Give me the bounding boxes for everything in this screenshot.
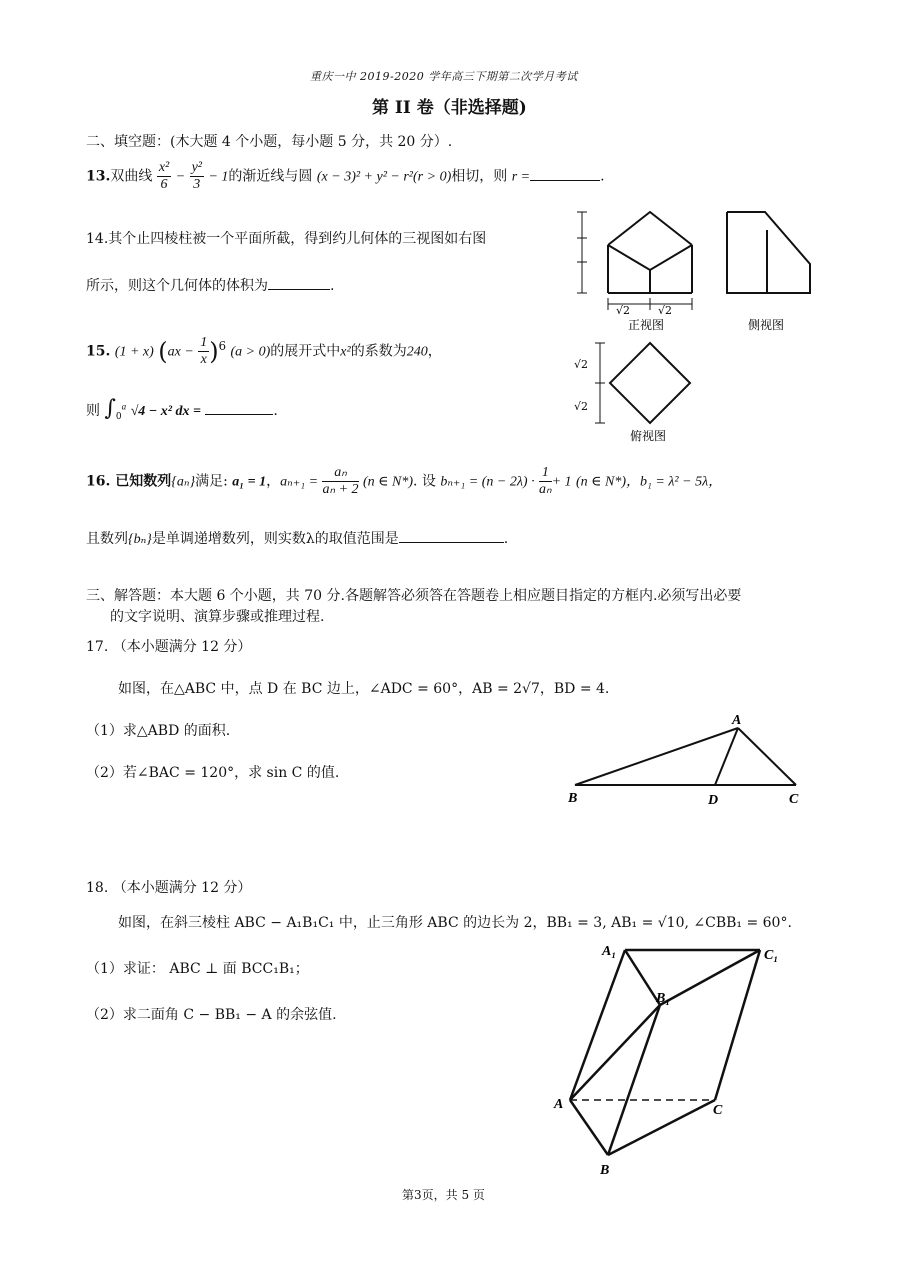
dim-top-upper: √2 bbox=[574, 358, 589, 371]
label-C1: C₁ bbox=[764, 948, 779, 963]
q16-line2: 且数列{bₙ}是单调递增数列，则实数λ的取值范围是 . bbox=[86, 528, 508, 548]
page-title: 第 II 卷（非选择题) bbox=[372, 98, 527, 118]
q13-frac2: $\frac{\text{y²}}{3}$ bbox=[191, 160, 203, 192]
label-A-prism: A bbox=[554, 1097, 564, 1112]
dim-top-lower: √2 bbox=[574, 400, 589, 413]
q13-tail: − 1 bbox=[208, 169, 229, 185]
question-16: 16. 已知数列{aₙ}满足: a₁ = 1，aₙ₊₁ = $\frac{\text{aₙ}}{\text{aₙ + 2}}$ (n ∈ N*). 设 bₙ₊₁ = (n − 2λ) · $\frac{1}{\text{aₙ}}$ + 1 (n ∈ N*)，b₁ = λ² − 5λ， bbox=[86, 465, 723, 497]
q13-pre: 双曲线 bbox=[110, 168, 153, 185]
prism-figure bbox=[550, 935, 800, 1180]
three-view-figure bbox=[570, 200, 820, 450]
q17-part1: （1）求△ABD 的面积. bbox=[86, 723, 231, 739]
q18-part1: （1）求证： ABC ⊥ 面 BCC₁B₁； bbox=[86, 961, 309, 977]
label-C: C bbox=[789, 792, 799, 807]
q15-line2: 则 $\int_0^a$ √4 − x² dx = . bbox=[86, 396, 278, 422]
label-D: D bbox=[708, 793, 719, 808]
q17-heading: 17. （本小题满分 12 分） bbox=[86, 639, 252, 655]
question-13: 13.双曲线 $\frac{\text{x²}}{6}$ − $\frac{\text{y²}}{3}$ − 1的渐近线与圆 (x − 3)² + y² − r²(r > 0)相切，则 r = . bbox=[86, 160, 605, 192]
dim-front-right: √2 bbox=[658, 304, 673, 317]
page-footer: 第3页，共 5 页 bbox=[402, 1188, 485, 1202]
exam-header: 重庆一中 2019-2020 学年高三下期第二次学月考试 bbox=[310, 70, 578, 83]
label-B-prism: B bbox=[600, 1163, 610, 1178]
section-2-heading: 二、填空题：(木大题 4 个小题，每小题 5 分，共 20 分）. bbox=[86, 134, 453, 150]
q18-intro: 如图，在斜三棱柱 ABC − A₁B₁C₁ 中，止三角形 ABC 的边长为 2，BB₁ = 3, AB₁ = √10, ∠CBB₁ = 60°. bbox=[118, 915, 792, 931]
question-14: 所示，则这个几何体的体积为 . bbox=[86, 275, 334, 295]
q13-answer-blank[interactable] bbox=[530, 166, 600, 181]
q15-integrand: √4 − x² dx = bbox=[130, 404, 201, 419]
front-view bbox=[608, 212, 692, 293]
q15-power: 6 bbox=[218, 338, 227, 353]
q16-answer-blank[interactable] bbox=[399, 528, 504, 543]
q13-circle: (x − 3)² + y² − r²(r > 0) bbox=[316, 169, 452, 185]
top-view-label: 俯视图 bbox=[630, 429, 667, 443]
label-C-prism: C bbox=[713, 1103, 723, 1118]
label-A: A bbox=[732, 713, 742, 728]
q15-number: 15. bbox=[86, 343, 111, 360]
section-3-line1: 三、解答题：本大题 6 个小题，共 70 分.各题解答必须答在答题卷上相应题目指定的方框内.必须写出必要 bbox=[86, 588, 742, 604]
q13-r: r = bbox=[511, 169, 531, 185]
q18-heading: 18. （本小题满分 12 分） bbox=[86, 880, 252, 896]
q15-expr: (1 + x) bbox=[114, 344, 154, 360]
label-B1: B₁ bbox=[656, 991, 671, 1006]
front-view-label: 正视图 bbox=[628, 318, 665, 332]
triangle-figure bbox=[560, 710, 820, 815]
q17-part2: （2）若∠BAC = 120°，求 sin C 的值. bbox=[86, 765, 340, 781]
top-view bbox=[610, 343, 690, 423]
q13-post: 相切，则 bbox=[451, 168, 508, 185]
dim-front-left: √2 bbox=[616, 304, 631, 317]
side-view bbox=[727, 212, 810, 293]
side-view-label: 侧视图 bbox=[748, 318, 785, 332]
q13-frac1: $\frac{\text{x²}}{6}$ bbox=[158, 160, 170, 192]
q13-mid: 的渐近线与圆 bbox=[228, 168, 313, 185]
question-15: 15. (1 + x) (ax − $\frac{1}{x}$ )$^6$ (a > 0)的展开式中x²的系数为240， bbox=[86, 335, 442, 367]
q14-answer-blank[interactable] bbox=[268, 275, 330, 290]
q13-number: 13. bbox=[86, 168, 111, 185]
label-B: B bbox=[568, 791, 578, 806]
q17-intro: 如图，在△ABC 中，点 D 在 BC 边上，∠ADC = 60°，AB = 2√7，BD = 4. bbox=[118, 681, 610, 697]
q18-part2: （2）求二面角 C − BB₁ − A 的余弦值. bbox=[86, 1007, 337, 1023]
section-3-line2: 的文字说明、演算步骤或推理过程. bbox=[110, 609, 325, 625]
q15-answer-blank[interactable] bbox=[205, 400, 273, 415]
label-A1: A₁ bbox=[602, 944, 617, 959]
q14-line2: 所示，则这个几何体的体积为 bbox=[86, 278, 268, 294]
q15-value: 240 bbox=[406, 344, 428, 360]
q14-line1: 14.其个止四棱柱被一个平面所截，得到约儿何体的三视图如右图 bbox=[86, 231, 487, 247]
